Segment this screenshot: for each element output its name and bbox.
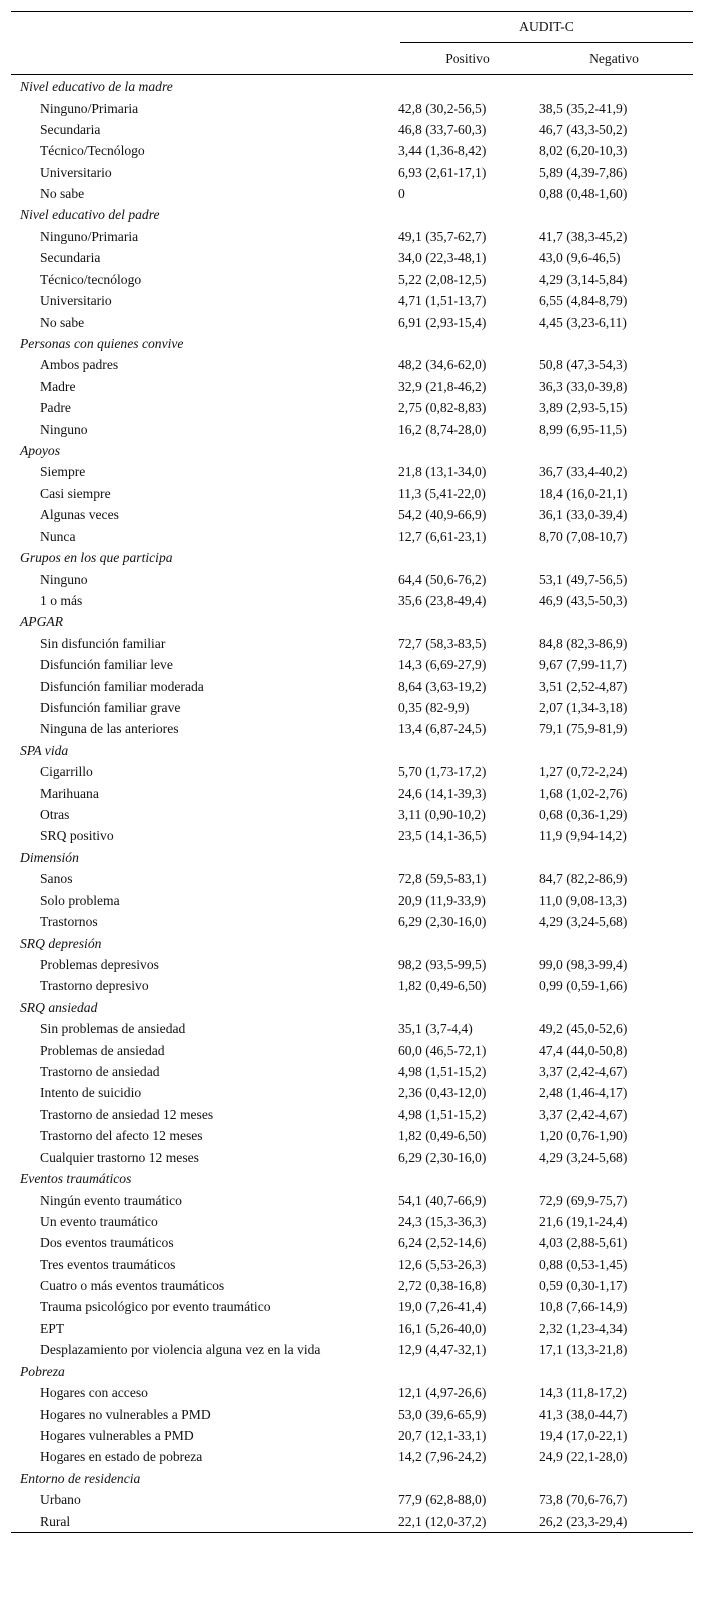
- section-header: Nivel educativo de la madre: [20, 79, 173, 94]
- negativo-value: 4,29 (3,14-5,84): [539, 271, 628, 287]
- table-row: [11, 1511, 693, 1532]
- row-label: Sanos: [40, 871, 73, 887]
- table-row: [11, 1339, 693, 1360]
- positivo-value: 60,0 (46,5-72,1): [398, 1042, 487, 1058]
- negativo-value: 1,27 (0,72-2,24): [539, 764, 628, 780]
- row-label: Secundaria: [40, 250, 101, 266]
- section-header: Nivel educativo del padre: [20, 207, 160, 223]
- table-row: [11, 119, 693, 140]
- table-row: [11, 140, 693, 161]
- row-label: 1 o más: [40, 592, 83, 608]
- table-row: [11, 247, 693, 268]
- negativo-value: 9,67 (7,99-11,7): [539, 657, 627, 673]
- positivo-value: 6,93 (2,61-17,1): [398, 164, 487, 180]
- table-row: [11, 569, 693, 590]
- table-row: [11, 269, 693, 290]
- table-column-header-row: [11, 43, 693, 75]
- positivo-value: 8,64 (3,63-19,2): [398, 678, 487, 694]
- positivo-value: 32,9 (21,8-46,2): [398, 378, 487, 394]
- table-row: [11, 290, 693, 311]
- positivo-value: 2,72 (0,38-16,8): [398, 1278, 487, 1294]
- table-row: [11, 98, 693, 119]
- negativo-value: 47,4 (44,0-50,8): [539, 1042, 628, 1058]
- table-row: [11, 1382, 693, 1403]
- results-table: [11, 11, 693, 1533]
- table-row: [11, 504, 693, 525]
- table-row: [11, 1489, 693, 1510]
- positivo-value: 20,7 (12,1-33,1): [398, 1427, 487, 1443]
- table-row: [11, 1296, 693, 1317]
- positivo-value: 12,9 (4,47-32,1): [398, 1342, 487, 1358]
- negativo-value: 2,48 (1,46-4,17): [539, 1085, 628, 1101]
- table-row: [11, 1147, 693, 1168]
- positivo-value: 53,0 (39,6-65,9): [398, 1406, 487, 1422]
- table-row: [11, 1446, 693, 1467]
- positivo-value: 35,1 (3,7-4,4): [398, 1021, 473, 1037]
- negativo-value: 38,5 (35,2-41,9): [539, 100, 628, 116]
- positivo-value: 35,6 (23,8-49,4): [398, 592, 487, 608]
- table-row: [11, 1425, 693, 1446]
- row-label: Universitario: [40, 164, 112, 180]
- row-label: Hogares vulnerables a PMD: [40, 1427, 194, 1443]
- row-label: Ambos padres: [40, 357, 119, 373]
- table-row: [11, 633, 693, 654]
- row-label: Ninguno/Primaria: [40, 228, 139, 244]
- table-row: [11, 911, 693, 932]
- table-row: [11, 654, 693, 675]
- column-header-positivo: Positivo: [445, 51, 490, 66]
- row-label: Urbano: [40, 1492, 81, 1508]
- row-label: Hogares con acceso: [40, 1385, 148, 1401]
- negativo-value: 0,88 (0,53-1,45): [539, 1256, 628, 1272]
- table-row: [11, 975, 693, 996]
- table-row: [11, 804, 693, 825]
- negativo-value: 46,9 (43,5-50,3): [539, 592, 628, 608]
- positivo-value: 3,11 (0,90-10,2): [398, 807, 486, 823]
- section-header: Entorno de residencia: [20, 1470, 141, 1486]
- positivo-value: 2,36 (0,43-12,0): [398, 1085, 487, 1101]
- negativo-value: 0,88 (0,48-1,60): [539, 186, 628, 202]
- negativo-value: 26,2 (23,3-29,4): [539, 1513, 628, 1529]
- positivo-value: 12,6 (5,53-26,3): [398, 1256, 487, 1272]
- positivo-value: 5,22 (2,08-12,5): [398, 271, 487, 287]
- table-row: [11, 761, 693, 782]
- table-row: [11, 1061, 693, 1082]
- table-row: [11, 783, 693, 804]
- row-label: No sabe: [40, 186, 85, 202]
- negativo-value: 73,8 (70,6-76,7): [539, 1492, 628, 1508]
- table-row: [11, 1125, 693, 1146]
- negativo-value: 3,37 (2,42-4,67): [539, 1106, 628, 1122]
- negativo-value: 5,89 (4,39-7,86): [539, 164, 628, 180]
- table-row: [11, 1232, 693, 1253]
- negativo-value: 0,99 (0,59-1,66): [539, 978, 628, 994]
- positivo-value: 0: [398, 186, 405, 202]
- table-group-header-row: [11, 12, 693, 43]
- row-label: Disfunción familiar moderada: [40, 678, 204, 694]
- positivo-value: 42,8 (30,2-56,5): [398, 100, 487, 116]
- positivo-value: 0,35 (82-9,9): [398, 699, 470, 715]
- row-label: Cigarrillo: [40, 764, 93, 780]
- positivo-value: 13,4 (6,87-24,5): [398, 721, 487, 737]
- row-label: Solo problema: [40, 892, 120, 908]
- audit-c-group-header: AUDIT-C: [519, 19, 574, 34]
- positivo-value: 1,82 (0,49-6,50): [398, 978, 487, 994]
- table-row: [11, 1404, 693, 1425]
- table-body: [11, 75, 693, 1532]
- table-row: [11, 376, 693, 397]
- table-row: [11, 1190, 693, 1211]
- row-label: Marihuana: [40, 785, 99, 801]
- table-row: [11, 1018, 693, 1039]
- negativo-value: 0,68 (0,36-1,29): [539, 807, 628, 823]
- positivo-value: 23,5 (14,1-36,5): [398, 828, 487, 844]
- section-header: APGAR: [20, 614, 64, 630]
- negativo-value: 14,3 (11,8-17,2): [539, 1385, 627, 1401]
- positivo-value: 54,1 (40,7-66,9): [398, 1192, 487, 1208]
- negativo-value: 6,55 (4,84-8,79): [539, 293, 628, 309]
- table-row: [11, 1104, 693, 1125]
- negativo-value: 79,1 (75,9-81,9): [539, 721, 628, 737]
- negativo-value: 50,8 (47,3-54,3): [539, 357, 628, 373]
- row-label: Cuatro o más eventos traumáticos: [40, 1278, 225, 1294]
- negativo-value: 11,0 (9,08-13,3): [539, 892, 627, 908]
- positivo-value: 24,3 (15,3-36,3): [398, 1213, 487, 1229]
- table-row: [11, 676, 693, 697]
- row-label: EPT: [40, 1320, 65, 1336]
- table-row: [11, 1318, 693, 1339]
- negativo-value: 24,9 (22,1-28,0): [539, 1449, 628, 1465]
- negativo-value: 8,02 (6,20-10,3): [539, 143, 628, 159]
- row-label: Problemas depresivos: [40, 957, 159, 972]
- row-label: Rural: [40, 1513, 71, 1529]
- row-label: Desplazamiento por violencia alguna vez en la vida: [40, 1342, 321, 1358]
- positivo-value: 46,8 (33,7-60,3): [398, 121, 487, 137]
- table-row: [11, 954, 693, 975]
- row-label: Trastorno del afecto 12 meses: [40, 1128, 203, 1144]
- positivo-value: 16,2 (8,74-28,0): [398, 421, 487, 437]
- positivo-value: 6,29 (2,30-16,0): [398, 914, 487, 930]
- row-label: Ninguno: [40, 421, 88, 437]
- positivo-value: 19,0 (7,26-41,4): [398, 1299, 487, 1315]
- negativo-value: 0,59 (0,30-1,17): [539, 1278, 628, 1294]
- section-header: SRQ ansiedad: [20, 999, 98, 1015]
- positivo-value: 14,3 (6,69-27,9): [398, 657, 487, 673]
- row-label: Intento de suicidio: [40, 1085, 142, 1101]
- row-label: Nunca: [40, 528, 76, 544]
- negativo-value: 10,8 (7,66-14,9): [539, 1299, 628, 1315]
- table-row: [11, 718, 693, 739]
- positivo-value: 2,75 (0,82-8,83): [398, 400, 487, 416]
- row-label: Ninguna de las anteriores: [40, 721, 179, 737]
- table-row: [11, 183, 693, 204]
- negativo-value: 49,2 (45,0-52,6): [539, 1021, 628, 1037]
- positivo-value: 64,4 (50,6-76,2): [398, 571, 487, 587]
- positivo-value: 49,1 (35,7-62,7): [398, 228, 487, 244]
- row-label: Dos eventos traumáticos: [40, 1235, 174, 1251]
- section-header: Eventos traumáticos: [20, 1171, 132, 1187]
- negativo-value: 72,9 (69,9-75,7): [539, 1192, 628, 1208]
- table-row: [11, 397, 693, 418]
- row-label: Disfunción familiar grave: [40, 699, 181, 715]
- positivo-value: 20,9 (11,9-33,9): [398, 892, 486, 908]
- section-header: SRQ depresión: [20, 935, 102, 951]
- negativo-value: 1,20 (0,76-1,90): [539, 1128, 628, 1144]
- positivo-value: 72,7 (58,3-83,5): [398, 635, 487, 651]
- negativo-value: 36,7 (33,4-40,2): [539, 464, 628, 480]
- negativo-value: 11,9 (9,94-14,2): [539, 828, 627, 844]
- row-label: Tres eventos traumáticos: [40, 1256, 176, 1272]
- row-label: Casi siempre: [40, 485, 111, 501]
- table-row: [11, 162, 693, 183]
- negativo-value: 18,4 (16,0-21,1): [539, 485, 628, 501]
- column-header-negativo: Negativo: [589, 51, 639, 66]
- negativo-value: 8,70 (7,08-10,7): [539, 528, 628, 544]
- row-label: Ninguno: [40, 571, 88, 587]
- row-label: Problemas de ansiedad: [40, 1042, 165, 1058]
- table-row: [11, 1211, 693, 1232]
- table-row: [11, 890, 693, 911]
- row-label: Un evento traumático: [40, 1213, 158, 1229]
- negativo-value: 17,1 (13,3-21,8): [539, 1342, 628, 1358]
- negativo-value: 4,45 (3,23-6,11): [539, 314, 627, 330]
- negativo-value: 36,1 (33,0-39,4): [539, 507, 628, 523]
- table-row: [11, 697, 693, 718]
- section-header: Dimensión: [20, 849, 79, 865]
- table-row: [11, 526, 693, 547]
- positivo-value: 12,7 (6,61-23,1): [398, 528, 487, 544]
- row-label: Padre: [40, 400, 71, 416]
- negativo-value: 36,3 (33,0-39,8): [539, 378, 628, 394]
- row-label: Universitario: [40, 293, 112, 309]
- row-label: Trastorno depresivo: [40, 978, 149, 994]
- table-row: [11, 354, 693, 375]
- table-row: [11, 1082, 693, 1103]
- positivo-value: 16,1 (5,26-40,0): [398, 1320, 487, 1336]
- table-row: [11, 1254, 693, 1275]
- row-label: Algunas veces: [40, 507, 119, 523]
- row-label: Disfunción familiar leve: [40, 657, 173, 673]
- positivo-value: 34,0 (22,3-48,1): [398, 250, 487, 266]
- negativo-value: 84,8 (82,3-86,9): [539, 635, 628, 651]
- negativo-value: 3,89 (2,93-5,15): [539, 400, 628, 416]
- negativo-value: 1,68 (1,02-2,76): [539, 785, 628, 801]
- positivo-value: 22,1 (12,0-37,2): [398, 1513, 487, 1529]
- row-label: Secundaria: [40, 121, 101, 137]
- positivo-value: 72,8 (59,5-83,1): [398, 871, 487, 887]
- positivo-value: 6,24 (2,52-14,6): [398, 1235, 487, 1251]
- negativo-value: 2,07 (1,34-3,18): [539, 699, 628, 715]
- negativo-value: 19,4 (17,0-22,1): [539, 1427, 628, 1443]
- positivo-value: 98,2 (93,5-99,5): [398, 957, 487, 972]
- positivo-value: 12,1 (4,97-26,6): [398, 1385, 487, 1401]
- positivo-value: 21,8 (13,1-34,0): [398, 464, 487, 480]
- negativo-value: 3,37 (2,42-4,67): [539, 1064, 628, 1080]
- table-row: [11, 226, 693, 247]
- row-label: Cualquier trastorno 12 meses: [40, 1149, 199, 1165]
- positivo-value: 6,29 (2,30-16,0): [398, 1149, 487, 1165]
- row-label: No sabe: [40, 314, 85, 330]
- row-label: Técnico/tecnólogo: [40, 271, 142, 287]
- positivo-value: 77,9 (62,8-88,0): [398, 1492, 487, 1508]
- table-row: [11, 312, 693, 333]
- row-label: Sin disfunción familiar: [40, 635, 166, 651]
- row-label: Otras: [40, 807, 70, 823]
- positivo-value: 4,71 (1,51-13,7): [398, 293, 487, 309]
- positivo-value: 4,98 (1,51-15,2): [398, 1106, 487, 1122]
- row-label: Técnico/Tecnólogo: [40, 143, 145, 159]
- row-label: Sin problemas de ansiedad: [40, 1021, 186, 1037]
- positivo-value: 48,2 (34,6-62,0): [398, 357, 487, 373]
- table-row: [11, 419, 693, 440]
- negativo-value: 3,51 (2,52-4,87): [539, 678, 628, 694]
- table-row: [11, 825, 693, 846]
- row-label: Ningún evento traumático: [40, 1192, 182, 1208]
- positivo-value: 11,3 (5,41-22,0): [398, 485, 486, 501]
- negativo-value: 21,6 (19,1-24,4): [539, 1213, 628, 1229]
- section-header: Grupos en los que participa: [20, 550, 173, 566]
- positivo-value: 5,70 (1,73-17,2): [398, 764, 487, 780]
- row-label: Trastorno de ansiedad 12 meses: [40, 1106, 214, 1122]
- negativo-value: 43,0 (9,6-46,5): [539, 250, 621, 266]
- section-header: Pobreza: [20, 1363, 65, 1379]
- row-label: Madre: [40, 378, 76, 394]
- positivo-value: 3,44 (1,36-8,42): [398, 143, 487, 159]
- row-label: Trastorno de ansiedad: [40, 1064, 160, 1080]
- section-header: SPA vida: [20, 742, 69, 758]
- table-row: [11, 1040, 693, 1061]
- positivo-value: 14,2 (7,96-24,2): [398, 1449, 487, 1465]
- positivo-value: 6,91 (2,93-15,4): [398, 314, 487, 330]
- negativo-value: 41,3 (38,0-44,7): [539, 1406, 628, 1422]
- negativo-value: 2,32 (1,23-4,34): [539, 1320, 628, 1336]
- positivo-value: 24,6 (14,1-39,3): [398, 785, 487, 801]
- table-row: [11, 483, 693, 504]
- negativo-value: 4,29 (3,24-5,68): [539, 1149, 628, 1165]
- negativo-value: 41,7 (38,3-45,2): [539, 228, 628, 244]
- table-row: [11, 461, 693, 482]
- positivo-value: 54,2 (40,9-66,9): [398, 507, 487, 523]
- row-label: Hogares en estado de pobreza: [40, 1449, 203, 1465]
- table-row: [11, 1275, 693, 1296]
- row-label: SRQ positivo: [40, 828, 114, 844]
- row-label: Hogares no vulnerables a PMD: [40, 1406, 211, 1422]
- negativo-value: 46,7 (43,3-50,2): [539, 121, 628, 137]
- row-label: Siempre: [40, 464, 86, 480]
- negativo-value: 4,29 (3,24-5,68): [539, 914, 628, 930]
- positivo-value: 1,82 (0,49-6,50): [398, 1128, 487, 1144]
- table-row: [11, 590, 693, 611]
- row-label: Trastornos: [40, 914, 98, 930]
- row-label: Ninguno/Primaria: [40, 100, 139, 116]
- table-row: [11, 868, 693, 889]
- section-header: Apoyos: [20, 442, 61, 458]
- section-header: Personas con quienes convive: [20, 335, 184, 351]
- negativo-value: 53,1 (49,7-56,5): [539, 571, 628, 587]
- negativo-value: 99,0 (98,3-99,4): [539, 957, 628, 972]
- negativo-value: 8,99 (6,95-11,5): [539, 421, 627, 437]
- positivo-value: 4,98 (1,51-15,2): [398, 1064, 487, 1080]
- negativo-value: 84,7 (82,2-86,9): [539, 871, 628, 887]
- row-label: Trauma psicológico por evento traumático: [40, 1299, 271, 1315]
- negativo-value: 4,03 (2,88-5,61): [539, 1235, 628, 1251]
